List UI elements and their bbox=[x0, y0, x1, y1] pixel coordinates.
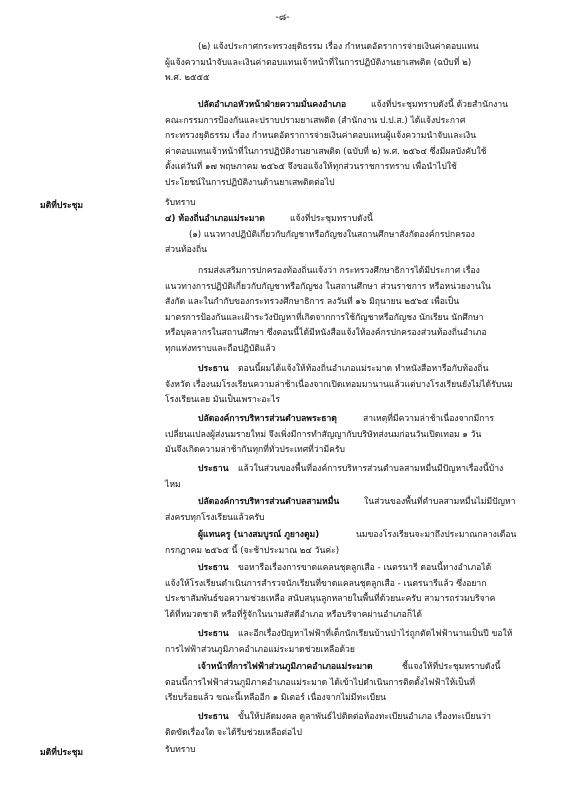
paragraph-line: มันจึงเกิดความล่าช้ากันทุกที่ทั่วประเทศที่ว่ามีครับ bbox=[165, 445, 345, 456]
paragraph-line: รับทราบ bbox=[165, 198, 196, 208]
speaker-label: ปลัดองค์การบริหารส่วนตำบลพระธาตุ bbox=[198, 414, 337, 424]
paragraph-line: ขั้นให้ปลัดมงคล ดูลาพันธ์ไปติดต่อห้องทะเบียนอำเภอ เรื่องทะเบียนว่า bbox=[238, 712, 491, 722]
paragraph-line: ประชาสัมพันธ์ขอความช่วยเหลือ สนับสนุนลูกหลายในพื้นที่ด้วยนะครับ สามารถร่วมบริจาค bbox=[165, 594, 496, 605]
paragraph-line: และอีกเรื่องปัญหาไฟฟ้าที่เด็กนักเรียนบ้านป่าไร่ถูกตัดไฟฟ้านานเป็นปี ขอให้ bbox=[238, 629, 513, 639]
paragraph-line: คณะกรรมการป้องกันและปราบปรามยาเสพติด (สำนักงาน ป.ป.ส.) ได้แจ้งประกาศ bbox=[165, 115, 466, 126]
paragraph-line: กรมส่งเสริมการปกครองท้องถิ่นแจ้งว่า กระทรวงศึกษาธิการได้มีประกาศ เรื่อง bbox=[198, 266, 480, 276]
paragraph-line: จังหวัด เรื่องนมโรงเรียนความล่าช้าเนื่องจากเปิดเทอมมานานแล้วแต่บางโรงเรียนยังไม่ได้รับนม bbox=[165, 379, 513, 390]
paragraph-line: ไหม bbox=[165, 479, 181, 490]
speaker-label: ปลัดอำเภอหัวหน้าฝ่ายความมั่นคงอำเภอ bbox=[198, 100, 347, 110]
paragraph-line: ทุกแห่งทราบและถือปฏิบัติแล้ว bbox=[165, 344, 276, 354]
paragraph-line: สังกัด และในกำกับของกระทรวงศึกษาธิการ ลงวันที่ ๑๖ มิถุนายน ๒๕๖๕ เพื่อเป็น bbox=[165, 297, 460, 308]
paragraph-line: ส่งครบทุกโรงเรียนแล้วครับ bbox=[165, 512, 265, 523]
paragraph-line: เปลี่ยนแปลงผู้ส่งนมรายใหม่ จึงเพิ่งมีการทำสัญญากับบริษัทส่งนมก่อนวันเปิดเทอม ๑ วัน bbox=[165, 429, 482, 440]
speaker-label: ผู้แทนครู (นางสมบูรณ์ ภูยางตูม) bbox=[198, 530, 320, 540]
speaker-label: ประธาน bbox=[198, 464, 229, 474]
paragraph-line: เรียบร้อยแล้ว ขณะนี้เหลืออีก ๑ มิเตอร์ เนื่องจากไม่มีทะเบียน bbox=[165, 693, 387, 704]
speaker-label: ๔) ท้องถิ่นอำเภอแม่ระมาด bbox=[165, 214, 265, 224]
paragraph-line: ประโยชน์ในการปฏิบัติงานด้านยาเสพติดต่อไป bbox=[165, 178, 335, 188]
paragraph-line: ติดขัดเรื่องใด จะได้รีบช่วยเหลือต่อไป bbox=[165, 727, 302, 738]
paragraph-line: แจ้งให้โรงเรียนดำเนินการสำรวจนักเรียนที่ขาดแคลนชุดลูกเสือ - เนตรนารีแล้ว ซึ่งอยาก bbox=[165, 578, 487, 589]
paragraph-line: (๑) แนวทางปฏิบัติเกี่ยวกับกัญชาหรือกัญชงในสถานศึกษาสังกัดองค์กรปกครอง bbox=[189, 229, 475, 240]
speaker-label: ปลัดองค์การบริหารส่วนตำบลสามหมื่น bbox=[198, 497, 340, 507]
meeting-resolution-label: มติที่ประชุม bbox=[40, 748, 84, 758]
paragraph-line: กรกฎาคม ๒๕๖๕ นี้ (จะช้าประมาณ ๒๔ วันค่ะ) bbox=[165, 545, 340, 556]
paragraph-line: แล้วในส่วนของพื้นที่องค์การบริหารส่วนตำบลสามหมื่นมีปัญหาเรื่องนี้บ้าง bbox=[238, 464, 504, 474]
paragraph-line: ตั้งแต่วันที่ ๑๗ พฤษภาคม ๒๕๖๕ จึงขอแจ้งให้ทุกส่วนราชการทราบ เพื่อนำไปใช้ bbox=[165, 162, 457, 173]
paragraph-line: การไฟฟ้าส่วนภูมิภาคอำเภอแม่ระมาดช่วยเหลือด้วย bbox=[165, 644, 355, 655]
paragraph-line: ค่าตอบแทนเจ้าหน้าที่ในการปฏิบัติงานยาเสพติด (ฉบับที่ ๒) พ.ศ. ๒๕๖๔ ซึ่งมีผลบังคับใช้ bbox=[165, 146, 487, 157]
paragraph-line: รับทราบ bbox=[165, 745, 196, 755]
paragraph-line: มาตรการป้องกันและเฝ้าระวังปัญหาที่เกิดจากการใช้กัญชาหรือกัญชง นักเรียน นักศึกษา bbox=[165, 312, 484, 323]
speaker-label: ประธาน bbox=[198, 364, 229, 374]
paragraph-line: นมของโรงเรียนจะมาถึงประมาณกลางเดือน bbox=[356, 530, 517, 540]
paragraph-line: กระทรวงยุติธรรม เรื่อง กำหนดอัตราการจ่ายเงินค่าตอบแทนผู้แจ้งความนำจับและเงิน bbox=[165, 131, 477, 142]
paragraph-line: ชี้แจงให้ที่ประชุมทราบดังนี้ bbox=[402, 662, 501, 672]
speaker-label: ประธาน bbox=[198, 712, 229, 722]
paragraph-line: ส่วนท้องถิ่น bbox=[165, 245, 208, 256]
paragraph-line: ตอนนี้การไฟฟ้าส่วนภูมิภาคอำเภอแม่ระมาด ได้เข้าไปดำเนินการติดตั้งไฟฟ้าให้เป็นที่ bbox=[165, 677, 476, 688]
paragraph-line: ขอหารือเรื่องการขาดแคลนชุดลูกเสือ - เนตรนารี ตอนนี้ทางอำเภอได้ bbox=[238, 563, 492, 573]
paragraph-line: พ.ศ. ๒๕๕๕ bbox=[165, 73, 210, 84]
paragraph-line: โรงเรียนเลย มันเป็นเพราะอะไร bbox=[165, 395, 281, 406]
paragraph-line: แจ้งที่ประชุมทราบดังนี้ ด้วยสำนักงาน bbox=[371, 100, 509, 110]
paragraph-line: หรือบุคลากรในสถานศึกษา ซึ่งตอนนี้ได้มีหนังสือแจ้งให้องค์กรปกครองส่วนท้องถิ่นอำเภอ bbox=[165, 328, 487, 339]
paragraph-line: (๒) แจ้งประกาศกระทรวงยุติธรรม เรื่อง กำหนดอัตราการจ่ายเงินค่าตอบแทน bbox=[198, 42, 479, 52]
paragraph-line: ได้ที่หมวดชาติ หรือที่รู้จักในนามสัสดีอำเภอ หรือบริจาคผ่านอำเภอก็ได้ bbox=[165, 609, 422, 620]
speaker-label: เจ้าหน้าที่การไฟฟ้าส่วนภูมิภาคอำเภอแม่ระมาด bbox=[198, 662, 373, 672]
meeting-resolution-label: มติที่ประชุม bbox=[40, 201, 84, 211]
paragraph-line: ในส่วนของพื้นที่ตำบลสามหมื่นไม่มีปัญหา bbox=[364, 497, 516, 507]
paragraph-line: สาเหตุที่มีความล่าช้าเนื่องจากมีการ bbox=[363, 414, 494, 424]
paragraph-line: แนวทางการปฏิบัติเกี่ยวกับกัญชาหรือกัญชง ในสถานศึกษา ส่วนราชการ หรือหน่วยงานใน bbox=[165, 281, 491, 292]
paragraph-line: ผู้แจ้งความนำจับและเงินค่าตอบแทนเจ้าหน้าที่ในการปฏิบัติงานยาเสพติด (ฉบับที่ ๒) bbox=[165, 57, 472, 68]
paragraph-line: ตอนนี้ผมได้แจ้งให้ท้องถิ่นอำเภอแม่ระมาด ทำหนังสือหารือกับท้องถิ่น bbox=[238, 364, 489, 374]
page-number: -๘- bbox=[275, 12, 290, 23]
speaker-label: ประธาน bbox=[198, 629, 229, 639]
paragraph-line: แจ้งที่ประชุมทราบดังนี้ bbox=[290, 214, 373, 224]
speaker-label: ประธาน bbox=[198, 563, 229, 573]
